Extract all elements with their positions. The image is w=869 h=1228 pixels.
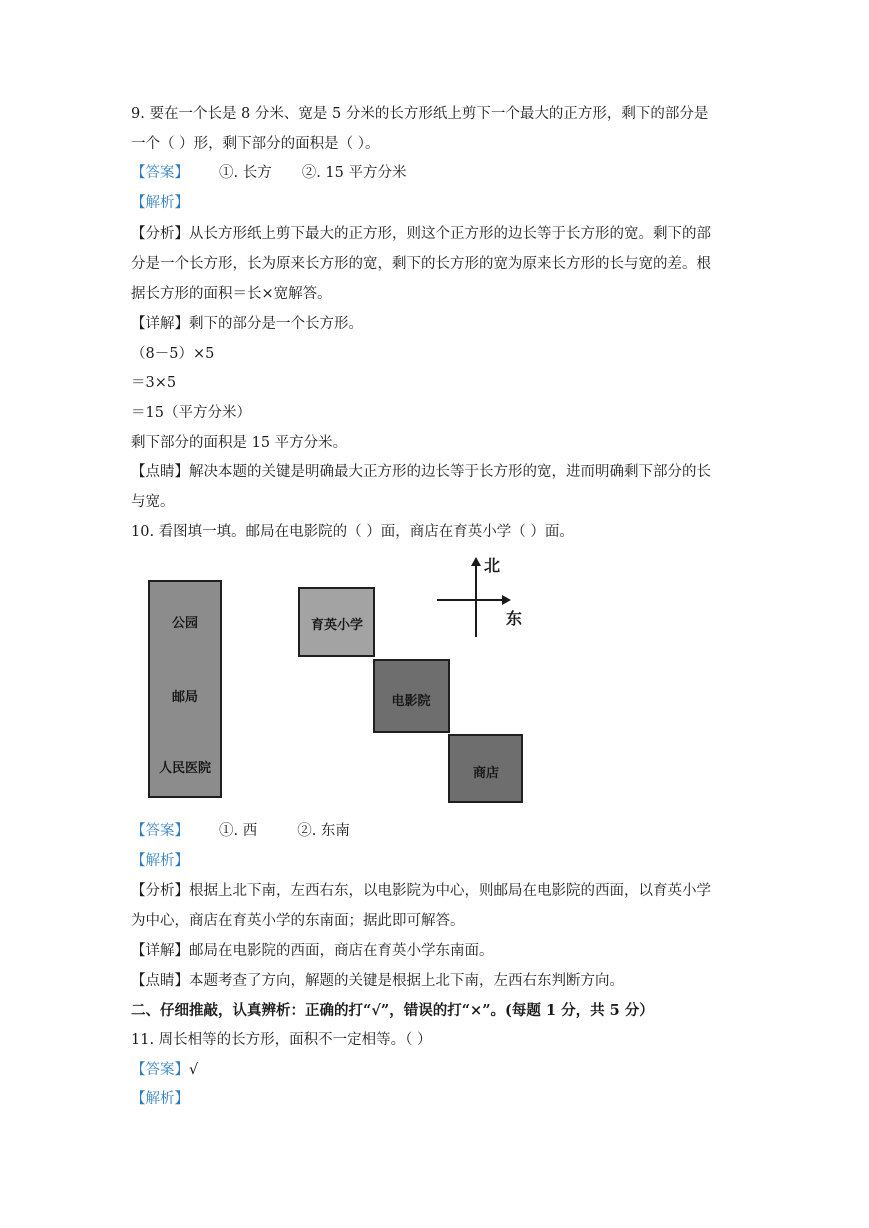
q11-answer-1: √ [189,1062,199,1078]
q10-answer [131,821,350,841]
q9-calc-2: ＝3×5 [131,375,177,391]
q10-answer-2: ②. 东南 [297,823,350,839]
map-label-hospital: 人民医院 [158,761,212,776]
q11-stem: 11. 周长相等的长方形，面积不一定相等。（ ） [131,1032,432,1048]
q9-fenxi-text1: 从长方形纸上剪下最大的正方形，则这个正方形的边长等于长方形的宽。剩下的部 [189,226,711,242]
q9-dianjing-text1: 解决本题的关键是明确最大正方形的边长等于长方形的宽，进而明确剩下部分的长 [189,464,711,480]
q9-fenxi-line2: 分是一个长方形，长为原来长方形的宽，剩下的长方形的宽为原来长方形的长与宽的差。根 [131,256,711,272]
q10-dianjing [131,971,624,991]
q9-fenxi-line1 [131,224,711,244]
section-2-heading: 二、仔细推敲，认真辨析：正确的打“√”，错误的打“×”。(每题 1 分，共 5 分） [131,1002,654,1019]
answer-tag: 【答案】 [131,165,189,181]
compass-north-axis [475,563,477,637]
map-label-post-office: 邮局 [171,690,199,705]
compass-label-north: 北 [484,556,501,575]
fenxi-tag: 【分析】 [131,226,189,242]
cinema-block [373,659,450,733]
q10-stem: 10. 看图填一填。邮局在电影院的（ ）面，商店在育英小学（ ）面。 [131,524,574,540]
q9-xiangjie [131,314,363,334]
q10-fenxi-line1 [131,881,711,901]
map-label-cinema: 电影院 [391,694,431,709]
jiexi-tag: 【解析】 [131,195,189,211]
map-label-school: 育英小学 [310,618,364,633]
q10-answer-1: ①. 西 [219,823,258,839]
dianjing-tag: 【点睛】 [131,464,189,480]
q11-jiexi [131,1089,189,1109]
q10-jiexi [131,851,189,871]
west-street-block [148,580,222,798]
answer-tag: 【答案】 [131,1062,189,1078]
q9-answer-2: ②. 15 平方分米 [301,165,407,181]
q9-dianjing-line2: 与宽。 [131,494,175,510]
xiangjie-tag: 【详解】 [131,316,189,332]
q9-calc-1: （8－5）×5 [131,346,215,362]
q10-xiangjie-text: 邮局在电影院的西面，商店在育英小学东南面。 [189,943,494,959]
xiangjie-tag: 【详解】 [131,943,189,959]
q9-dianjing-line1 [131,462,711,482]
q10-fenxi-text1: 根据上北下南，左西右东，以电影院为中心，则邮局在电影院的西面，以育英小学 [189,883,711,899]
map-label-park: 公园 [171,616,199,631]
q9-stem-line1: 9. 要在一个长是 8 分米、宽是 5 分米的长方形纸上剪下一个最大的正方形，剩下的部分是 [131,106,709,122]
q9-stem-line2: 一个（ ）形，剩下部分的面积是（ ）。 [131,136,380,152]
compass-label-east: 东 [506,609,523,628]
q9-jiexi [131,193,189,213]
school-block [298,587,375,657]
q9-answer-1: ①. 长方 [219,165,272,181]
compass-north-arrow-icon [471,557,481,566]
jiexi-tag: 【解析】 [131,1091,189,1107]
compass-east-axis [437,599,504,601]
jiexi-tag: 【解析】 [131,853,189,869]
q10-fenxi-line2: 为中心，商店在育英小学的东南面；据此即可解答。 [131,913,465,929]
q9-calc-3: ＝15（平方分米） [131,405,251,421]
compass-east-arrow-icon [502,595,511,605]
shop-block [448,734,523,803]
fenxi-tag: 【分析】 [131,883,189,899]
answer-tag: 【答案】 [131,823,189,839]
q10-xiangjie [131,941,494,961]
map-label-shop: 商店 [472,766,500,781]
q11-answer [131,1060,198,1080]
q10-dianjing-text: 本题考查了方向，解题的关键是根据上北下南，左西右东判断方向。 [189,973,624,989]
q9-fenxi-line3: 据长方形的面积＝长×宽解答。 [131,286,332,302]
q9-answer [131,163,407,183]
q9-xiangjie-text: 剩下的部分是一个长方形。 [189,316,363,332]
q9-conclusion: 剩下部分的面积是 15 平方分米。 [131,435,348,451]
dianjing-tag: 【点睛】 [131,973,189,989]
